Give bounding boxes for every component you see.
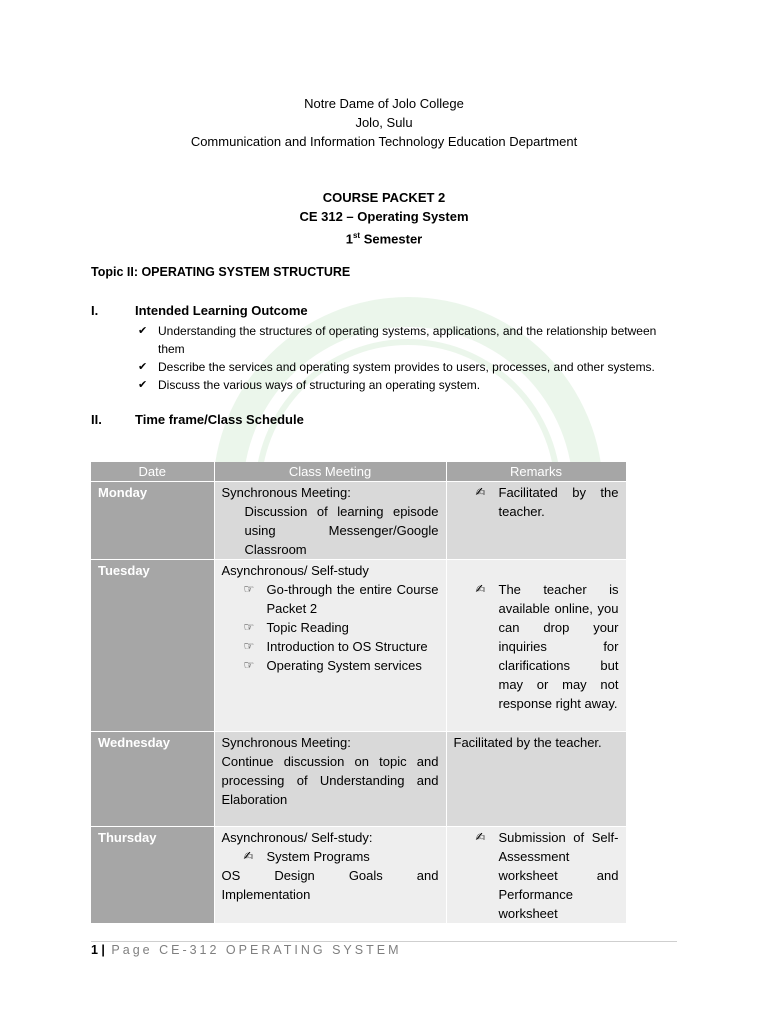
topic-heading: Topic II: OPERATING SYSTEM STRUCTURE <box>91 265 351 279</box>
department-name: Communication and Information Technology Education Department <box>190 134 578 149</box>
list-item: ✔ Describe the services and operating system provides to users, processes, and other systems. <box>138 360 655 374</box>
writing-hand-icon: ✍ <box>475 830 486 844</box>
list-item: ✔ Understanding the structures of operating systems, applications, and the relationship between them <box>138 324 657 356</box>
remarks-cell: ✍ Facilitated by the teacher. <box>446 482 626 560</box>
writing-hand-icon: ✍ <box>475 582 486 596</box>
header-remarks: Remarks <box>446 462 626 482</box>
day-cell: Thursday <box>91 827 214 924</box>
meeting-cell: Synchronous Meeting: Discussion of learning episode using Messenger/Google Classroom <box>214 482 446 560</box>
table-row <box>91 732 626 827</box>
section-heading-schedule: II. Time frame/Class Schedule <box>91 412 304 427</box>
writing-hand-icon: ✍ <box>243 849 254 863</box>
course-title: CE 312 – Operating System <box>299 209 469 224</box>
footer-text: Page CE-312 OPERATING SYSTEM <box>104 943 402 957</box>
pointing-hand-icon: ☞ <box>243 658 255 672</box>
day-cell: Monday <box>91 482 214 560</box>
college-location: Jolo, Sulu <box>355 115 413 130</box>
packet-title: COURSE PACKET 2 <box>322 190 446 205</box>
college-header <box>0 94 768 151</box>
check-icon: ✔ <box>138 379 148 391</box>
pointing-hand-icon: ☞ <box>243 582 255 596</box>
day-cell: Wednesday <box>91 732 214 827</box>
meeting-cell: Synchronous Meeting: Continue discussion on topic and processing of Understanding and Elaboration <box>214 732 446 827</box>
day-cell: Tuesday <box>91 560 214 732</box>
packet-header <box>0 188 768 248</box>
meeting-cell: Asynchronous/ Self-study ☞ Go-through the entire Course Packet 2 ☞ Topic Reading ☞ Introduction to OS Structure ☞ Operating System services <box>214 560 446 732</box>
schedule-table <box>91 462 627 923</box>
header-class-meeting: Class Meeting <box>214 462 446 482</box>
table-row <box>91 560 626 732</box>
remarks-cell: ✍ The teacher is available online, you can drop your inquiries for clarifications but may or may not response right away. <box>446 560 626 732</box>
outcome-list <box>136 322 676 394</box>
semester-line: 1st Semester <box>345 231 423 247</box>
section-heading-outcome: I. Intended Learning Outcome <box>91 303 308 318</box>
writing-hand-icon: ✍ <box>475 485 486 499</box>
remarks-cell: ✍ Submission of Self-Assessment worksheet and Performance worksheet <box>446 827 626 924</box>
page-number: 1 | <box>91 943 105 957</box>
table-row <box>91 482 626 560</box>
meeting-cell: Asynchronous/ Self-study: ✍ System Programs OS Design Goals and Implementation <box>214 827 446 924</box>
table-header-row <box>91 462 626 482</box>
pointing-hand-icon: ☞ <box>243 620 255 634</box>
pointing-hand-icon: ☞ <box>243 639 255 653</box>
check-icon: ✔ <box>138 325 148 337</box>
footer-divider <box>91 941 677 942</box>
college-name: Notre Dame of Jolo College <box>304 96 464 111</box>
list-item: ✔ Discuss the various ways of structuring an operating system. <box>138 378 481 392</box>
table-row <box>91 827 626 924</box>
remarks-cell: Facilitated by the teacher. <box>446 732 626 827</box>
page-footer <box>91 943 402 957</box>
header-date: Date <box>91 462 214 482</box>
check-icon: ✔ <box>138 361 148 373</box>
